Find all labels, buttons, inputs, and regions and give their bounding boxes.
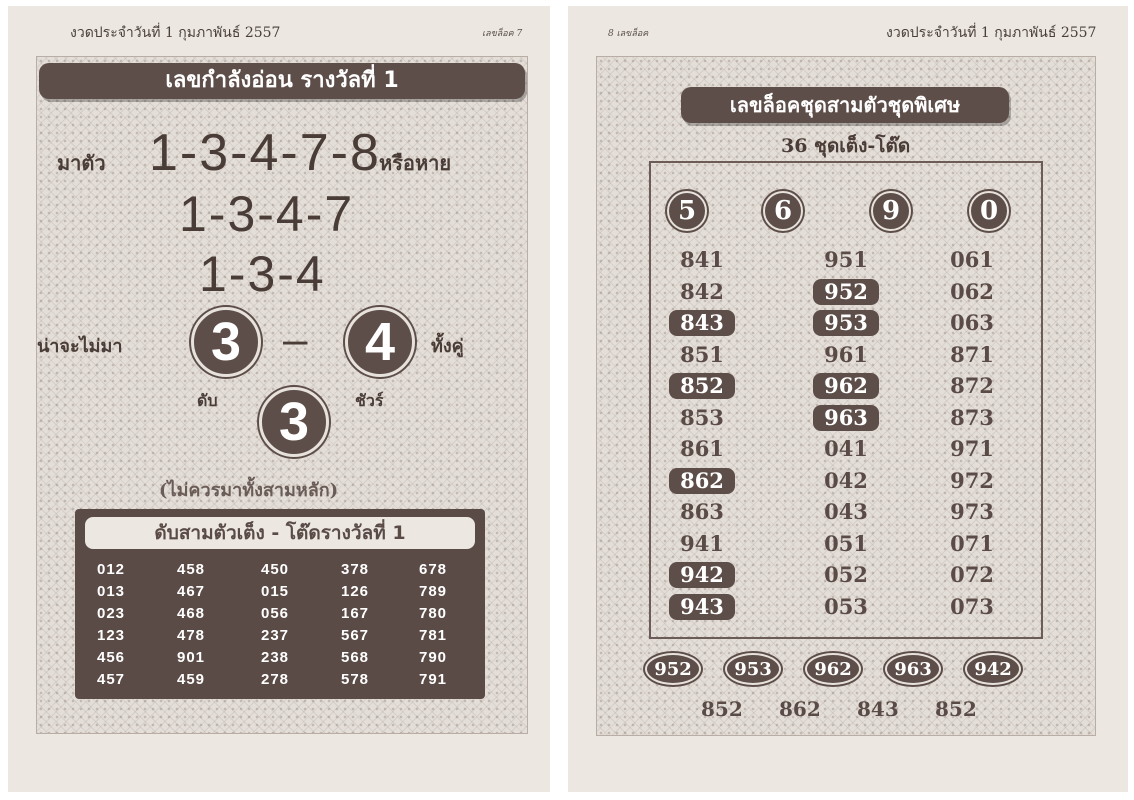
sequence-5: 1-3-4-7-8 bbox=[149, 124, 381, 182]
highlighted-number: 952 bbox=[813, 279, 879, 305]
sure-label: ชัวร์ bbox=[355, 391, 384, 410]
number-cell: 941 bbox=[680, 530, 724, 556]
column-head-circle: 9 bbox=[871, 191, 911, 231]
table-title: ดับสามตัวเต็ง - โต๊ดรางวัลที่ 1 bbox=[85, 517, 475, 549]
lead-suffix: หรือหาย bbox=[379, 151, 452, 175]
right-page bbox=[568, 6, 1128, 792]
number-cell: 951 bbox=[824, 247, 868, 272]
table-cell: 378 bbox=[341, 561, 370, 578]
table-cell: 789 bbox=[419, 583, 448, 600]
column-head-circle: 0 bbox=[969, 191, 1009, 231]
number-cell: 871 bbox=[950, 341, 994, 367]
table-cell: 023 bbox=[97, 605, 126, 622]
right-label: ทั้งคู่ bbox=[431, 336, 464, 357]
left-header-section: เลขล็อค 7 bbox=[482, 29, 523, 39]
highlighted-number: 943 bbox=[669, 594, 735, 620]
number-cell: 071 bbox=[950, 530, 994, 556]
table-cell: 458 bbox=[177, 561, 206, 578]
number-cell: 042 bbox=[824, 467, 868, 493]
left-label: น่าจะไม่มา bbox=[37, 336, 123, 357]
oval-number: 963 bbox=[885, 653, 941, 685]
number-cell: 971 bbox=[950, 436, 994, 461]
number-cell: 961 bbox=[824, 341, 868, 367]
bottom-number: 862 bbox=[779, 697, 821, 721]
number-cell: 851 bbox=[680, 341, 724, 367]
number-cell: 043 bbox=[824, 499, 868, 524]
number-cell: 853 bbox=[680, 404, 724, 430]
number-cell: 861 bbox=[680, 436, 724, 461]
table-cell: 459 bbox=[177, 671, 206, 688]
highlighted-number: 962 bbox=[813, 373, 879, 399]
highlighted-number: 963 bbox=[813, 405, 879, 431]
numbers-frame bbox=[649, 161, 1043, 639]
right-subtitle: 36 ชุดเต็ง-โต๊ด bbox=[781, 135, 911, 157]
digit-circle-a: 3 bbox=[191, 307, 261, 377]
table-cell: 450 bbox=[261, 561, 290, 578]
bottom-number: 852 bbox=[935, 697, 977, 721]
number-cell: 863 bbox=[680, 499, 724, 524]
table-cell: 578 bbox=[341, 671, 370, 688]
number-cell: 051 bbox=[824, 530, 868, 556]
left-page bbox=[8, 6, 550, 792]
table-cell: 056 bbox=[261, 605, 290, 622]
digit-circle-c: 3 bbox=[259, 387, 329, 457]
right-banner: เลขล็อคชุดสามตัวชุดพิเศษ bbox=[681, 87, 1009, 123]
column-head-circle: 6 bbox=[763, 191, 803, 231]
note-text: (ไม่ควรมาทั้งสามหลัก) bbox=[159, 480, 339, 501]
number-cell: 872 bbox=[950, 373, 994, 398]
number-cell: 973 bbox=[950, 499, 994, 524]
number-cell: 061 bbox=[950, 247, 994, 272]
page-gutter bbox=[550, 0, 568, 800]
right-header-section: 8 เลขล็อค bbox=[608, 29, 649, 39]
column-head-circle: 5 bbox=[667, 191, 707, 231]
table-cell: 468 bbox=[177, 605, 206, 622]
oval-number: 952 bbox=[645, 653, 701, 685]
left-panel bbox=[36, 56, 528, 734]
table-cell: 238 bbox=[261, 649, 290, 666]
number-cell: 041 bbox=[824, 436, 868, 461]
table-cell: 456 bbox=[97, 649, 126, 666]
highlighted-number: 953 bbox=[813, 310, 879, 336]
table-cell: 790 bbox=[419, 649, 448, 666]
table-cell: 123 bbox=[97, 627, 126, 644]
left-banner: เลขกำลังอ่อน รางวัลที่ 1 bbox=[39, 63, 525, 99]
table-cell: 467 bbox=[177, 583, 206, 600]
table-cell: 278 bbox=[261, 671, 290, 688]
table-cell: 678 bbox=[419, 561, 448, 578]
right-header-title: งวดประจำวันที่ 1 กุมภาพันธ์ 2557 bbox=[886, 25, 1097, 41]
table-cell: 568 bbox=[341, 649, 370, 666]
table-cell: 791 bbox=[419, 671, 448, 688]
dub-label: ดับ bbox=[197, 391, 218, 410]
oval-number: 962 bbox=[805, 653, 861, 685]
highlighted-number: 942 bbox=[669, 562, 735, 588]
oval-number: 942 bbox=[965, 653, 1021, 685]
digit-circle-b: 4 bbox=[345, 307, 415, 377]
table-cell: 457 bbox=[97, 671, 126, 688]
bottom-number: 852 bbox=[701, 697, 743, 721]
table-cell: 901 bbox=[177, 649, 206, 666]
table-cell: 015 bbox=[261, 583, 290, 600]
right-panel bbox=[596, 56, 1096, 736]
three-digit-table bbox=[75, 509, 485, 699]
table-cell: 012 bbox=[97, 561, 126, 578]
table-cell: 478 bbox=[177, 627, 206, 644]
number-cell: 842 bbox=[680, 278, 724, 304]
table-cell: 013 bbox=[97, 583, 126, 600]
number-cell: 073 bbox=[950, 593, 994, 619]
number-cell: 972 bbox=[950, 467, 994, 493]
highlighted-number: 843 bbox=[669, 310, 735, 336]
number-cell: 072 bbox=[950, 562, 994, 587]
sequence-4: 1-3-4-7 bbox=[179, 186, 355, 242]
oval-number: 953 bbox=[725, 653, 781, 685]
table-cell: 167 bbox=[341, 605, 370, 622]
table-cell: 781 bbox=[419, 627, 448, 644]
bottom-number: 843 bbox=[857, 697, 899, 721]
table-cell: 780 bbox=[419, 605, 448, 622]
number-cell: 062 bbox=[950, 278, 994, 304]
table-cell: 237 bbox=[261, 627, 290, 644]
sequence-3: 1-3-4 bbox=[199, 246, 326, 302]
number-cell: 052 bbox=[824, 562, 868, 587]
highlighted-number: 852 bbox=[669, 373, 735, 399]
number-cell: 841 bbox=[680, 247, 724, 272]
table-cell: 126 bbox=[341, 583, 370, 600]
lead-prefix: มาตัว bbox=[57, 151, 106, 175]
number-cell: 053 bbox=[824, 593, 868, 619]
dash-separator: – bbox=[283, 315, 308, 364]
table-cell: 567 bbox=[341, 627, 370, 644]
left-header-title: งวดประจำวันที่ 1 กุมภาพันธ์ 2557 bbox=[70, 25, 281, 41]
number-cell: 063 bbox=[950, 310, 994, 335]
number-cell: 873 bbox=[950, 404, 994, 430]
highlighted-number: 862 bbox=[669, 468, 735, 494]
